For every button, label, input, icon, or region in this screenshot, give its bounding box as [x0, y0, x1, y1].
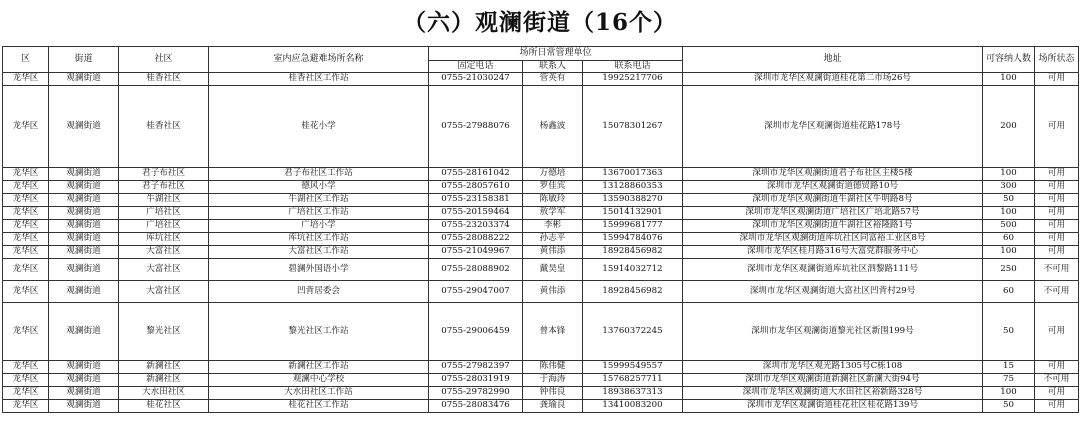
cell-fixed-phone: 0755-28161042 [429, 168, 523, 181]
cell-capacity: 300 [983, 181, 1035, 194]
cell-shelter-name: 牛湖社区工作站 [209, 194, 429, 207]
header-fixed-phone: 固定电话 [429, 61, 523, 73]
cell-shelter-name: 广培社区工作站 [209, 207, 429, 220]
cell-shelter-name: 黎光社区工作站 [209, 303, 429, 361]
cell-contact: 曾本锋 [523, 303, 583, 361]
cell-address: 深圳市龙华区观澜街道大水田社区裕新路328号 [683, 387, 983, 400]
cell-street: 观澜街道 [49, 387, 119, 400]
cell-address: 深圳市龙华区观澜街道桂花路178号 [683, 86, 983, 168]
header-management: 场所日常管理单位 [429, 47, 683, 61]
cell-shelter-name: 大富社区工作站 [209, 246, 429, 259]
cell-contact-phone: 15914032712 [583, 259, 683, 281]
cell-community: 大富社区 [119, 281, 209, 303]
cell-district: 龙华区 [3, 374, 49, 387]
cell-contact: 杨鑫波 [523, 86, 583, 168]
cell-fixed-phone: 0755-28057610 [429, 181, 523, 194]
cell-contact-phone: 19925217706 [583, 73, 683, 86]
cell-fixed-phone: 0755-23158381 [429, 194, 523, 207]
cell-contact: 孙志平 [523, 233, 583, 246]
cell-street: 观澜街道 [49, 246, 119, 259]
cell-contact: 钟伟良 [523, 387, 583, 400]
cell-capacity: 75 [983, 374, 1035, 387]
cell-district: 龙华区 [3, 303, 49, 361]
cell-status: 可用 [1035, 233, 1079, 246]
cell-address: 深圳市龙华区观澜街道库坑社区泗黎路111号 [683, 259, 983, 281]
cell-status: 可用 [1035, 181, 1079, 194]
cell-contact: 陈敏玲 [523, 194, 583, 207]
cell-contact: 黄伟添 [523, 246, 583, 259]
cell-contact-phone: 15078301267 [583, 86, 683, 168]
cell-status: 可用 [1035, 220, 1079, 233]
table-row [3, 259, 1079, 281]
cell-street: 观澜街道 [49, 73, 119, 86]
cell-fixed-phone: 0755-27988076 [429, 86, 523, 168]
cell-contact: 敖学军 [523, 207, 583, 220]
cell-address: 深圳市龙华区观光路1305号C栋108 [683, 361, 983, 374]
cell-address: 深圳市龙华区观澜街道大富社区凹背村29号 [683, 281, 983, 303]
cell-community: 大富社区 [119, 246, 209, 259]
cell-street: 观澜街道 [49, 281, 119, 303]
table-row [3, 220, 1079, 233]
table-row [3, 281, 1079, 303]
cell-capacity: 60 [983, 281, 1035, 303]
cell-status: 可用 [1035, 73, 1079, 86]
cell-district: 龙华区 [3, 73, 49, 86]
cell-capacity: 50 [983, 400, 1035, 413]
cell-address: 深圳市龙华区观澜街道黎光社区新围199号 [683, 303, 983, 361]
cell-shelter-name: 广培小学 [209, 220, 429, 233]
cell-district: 龙华区 [3, 259, 49, 281]
cell-address: 深圳市龙华区观澜街道广培社区广培北路57号 [683, 207, 983, 220]
cell-fixed-phone: 0755-21049967 [429, 246, 523, 259]
shelter-table [2, 46, 1079, 413]
cell-contact: 黄伟添 [523, 281, 583, 303]
table-row [3, 400, 1079, 413]
cell-street: 观澜街道 [49, 207, 119, 220]
cell-contact: 管英有 [523, 73, 583, 86]
table-row [3, 168, 1079, 181]
cell-address: 深圳市龙华区观澜街道库坑社区同富裕工业区8号 [683, 233, 983, 246]
cell-community: 新澜社区 [119, 374, 209, 387]
header-capacity: 可容纳人数 [983, 47, 1035, 73]
cell-status: 不可用 [1035, 374, 1079, 387]
cell-community: 黎光社区 [119, 303, 209, 361]
cell-fixed-phone: 0755-29006459 [429, 303, 523, 361]
table-row [3, 73, 1079, 86]
cell-district: 龙华区 [3, 168, 49, 181]
cell-district: 龙华区 [3, 400, 49, 413]
cell-capacity: 500 [983, 220, 1035, 233]
cell-contact: 万德培 [523, 168, 583, 181]
table-row [3, 303, 1079, 361]
cell-fixed-phone: 0755-28088902 [429, 259, 523, 281]
cell-address: 深圳市龙华区观澜街道新澜社区新澜大街94号 [683, 374, 983, 387]
cell-contact: 戴昊皇 [523, 259, 583, 281]
table-row [3, 374, 1079, 387]
cell-status: 可用 [1035, 303, 1079, 361]
cell-address: 深圳市龙华区观澜街道君子布社区主楼5楼 [683, 168, 983, 181]
cell-capacity: 100 [983, 207, 1035, 220]
cell-address: 深圳市龙华区观澜街道牛湖社区牛明路8号 [683, 194, 983, 207]
cell-street: 观澜街道 [49, 181, 119, 194]
table-row [3, 194, 1079, 207]
cell-address: 深圳市龙华区观澜街道桂花社区桂花路139号 [683, 400, 983, 413]
cell-district: 龙华区 [3, 86, 49, 168]
table-title: （六）观澜街道（16个） [402, 9, 677, 36]
table-row [3, 207, 1079, 220]
cell-capacity: 50 [983, 303, 1035, 361]
cell-street: 观澜街道 [49, 361, 119, 374]
cell-contact: 陈伟健 [523, 361, 583, 374]
cell-community: 广培社区 [119, 207, 209, 220]
cell-community: 库坑社区 [119, 233, 209, 246]
cell-district: 龙华区 [3, 194, 49, 207]
cell-contact-phone: 13760372245 [583, 303, 683, 361]
cell-status: 可用 [1035, 400, 1079, 413]
cell-shelter-name: 桂香社区工作站 [209, 73, 429, 86]
cell-street: 观澜街道 [49, 168, 119, 181]
cell-district: 龙华区 [3, 207, 49, 220]
cell-contact-phone: 15994784076 [583, 233, 683, 246]
table-row [3, 233, 1079, 246]
cell-status: 不可用 [1035, 281, 1079, 303]
cell-capacity: 100 [983, 168, 1035, 181]
table-body [3, 73, 1079, 413]
cell-status: 可用 [1035, 387, 1079, 400]
cell-community: 大富社区 [119, 259, 209, 281]
cell-district: 龙华区 [3, 387, 49, 400]
cell-fixed-phone: 0755-28083476 [429, 400, 523, 413]
cell-community: 桂香社区 [119, 86, 209, 168]
cell-contact-phone: 13128860353 [583, 181, 683, 194]
cell-fixed-phone: 0755-28031919 [429, 374, 523, 387]
cell-capacity: 60 [983, 233, 1035, 246]
cell-street: 观澜街道 [49, 233, 119, 246]
cell-status: 可用 [1035, 194, 1079, 207]
cell-street: 观澜街道 [49, 220, 119, 233]
table-row [3, 181, 1079, 194]
cell-contact-phone: 15014132901 [583, 207, 683, 220]
cell-capacity: 15 [983, 361, 1035, 374]
cell-shelter-name: 君子布社区工作站 [209, 168, 429, 181]
cell-fixed-phone: 0755-20159464 [429, 207, 523, 220]
cell-community: 新澜社区 [119, 361, 209, 374]
cell-contact-phone: 18928456982 [583, 281, 683, 303]
cell-status: 不可用 [1035, 259, 1079, 281]
cell-shelter-name: 新澜社区工作站 [209, 361, 429, 374]
cell-fixed-phone: 0755-29782990 [429, 387, 523, 400]
cell-district: 龙华区 [3, 233, 49, 246]
cell-community: 君子布社区 [119, 168, 209, 181]
header-shelter-name: 室内应急避难场所名称 [209, 47, 429, 73]
header-district: 区 [3, 47, 49, 73]
cell-street: 观澜街道 [49, 400, 119, 413]
cell-status: 可用 [1035, 168, 1079, 181]
cell-capacity: 200 [983, 86, 1035, 168]
cell-contact-phone: 13410083200 [583, 400, 683, 413]
cell-capacity: 100 [983, 73, 1035, 86]
header-community: 社区 [119, 47, 209, 73]
cell-fixed-phone: 0755-29047007 [429, 281, 523, 303]
table-row [3, 86, 1079, 168]
cell-contact-phone: 13590388270 [583, 194, 683, 207]
cell-status: 可用 [1035, 207, 1079, 220]
cell-contact: 龚瑜良 [523, 400, 583, 413]
table-row [3, 387, 1079, 400]
cell-district: 龙华区 [3, 220, 49, 233]
cell-district: 龙华区 [3, 361, 49, 374]
cell-status: 可用 [1035, 246, 1079, 259]
cell-address: 深圳市龙华区观澜街道德贸路10号 [683, 181, 983, 194]
cell-shelter-name: 桂花社区工作站 [209, 400, 429, 413]
cell-shelter-name: 碧澜外国语小学 [209, 259, 429, 281]
cell-street: 观澜街道 [49, 374, 119, 387]
cell-shelter-name: 德风小学 [209, 181, 429, 194]
cell-address: 深圳市龙华区观澜街道桂花第二市场26号 [683, 73, 983, 86]
cell-capacity: 50 [983, 194, 1035, 207]
cell-shelter-name: 凹背居委会 [209, 281, 429, 303]
cell-contact-phone: 18928456982 [583, 246, 683, 259]
cell-fixed-phone: 0755-23203374 [429, 220, 523, 233]
table-row [3, 361, 1079, 374]
cell-status: 可用 [1035, 361, 1079, 374]
cell-contact-phone: 18938637313 [583, 387, 683, 400]
cell-community: 桂香社区 [119, 73, 209, 86]
cell-street: 观澜街道 [49, 86, 119, 168]
cell-community: 广培社区 [119, 220, 209, 233]
cell-shelter-name: 桂花小学 [209, 86, 429, 168]
cell-fixed-phone: 0755-28088222 [429, 233, 523, 246]
cell-status: 可用 [1035, 86, 1079, 168]
table-row [3, 246, 1079, 259]
cell-address: 深圳市龙华区桂月路316号大富党群服务中心 [683, 246, 983, 259]
cell-street: 观澜街道 [49, 194, 119, 207]
cell-community: 牛湖社区 [119, 194, 209, 207]
cell-shelter-name: 观澜中心学校 [209, 374, 429, 387]
cell-street: 观澜街道 [49, 259, 119, 281]
cell-fixed-phone: 0755-27982397 [429, 361, 523, 374]
cell-district: 龙华区 [3, 246, 49, 259]
header-street: 街道 [49, 47, 119, 73]
cell-community: 大水田社区 [119, 387, 209, 400]
cell-district: 龙华区 [3, 281, 49, 303]
cell-shelter-name: 大水田社区工作站 [209, 387, 429, 400]
cell-capacity: 250 [983, 259, 1035, 281]
cell-contact-phone: 15999549557 [583, 361, 683, 374]
cell-contact-phone: 13670017363 [583, 168, 683, 181]
cell-capacity: 100 [983, 387, 1035, 400]
cell-contact: 罗佳宾 [523, 181, 583, 194]
header-contact-phone: 联系电话 [583, 61, 683, 73]
cell-street: 观澜街道 [49, 303, 119, 361]
cell-capacity: 100 [983, 246, 1035, 259]
cell-shelter-name: 库坑社区工作站 [209, 233, 429, 246]
cell-contact: 于海涛 [523, 374, 583, 387]
cell-community: 君子布社区 [119, 181, 209, 194]
header-contact: 联系人 [523, 61, 583, 73]
table-header [3, 47, 1079, 73]
header-status: 场所状态 [1035, 47, 1079, 73]
cell-contact: 李彬 [523, 220, 583, 233]
cell-address: 深圳市龙华区观澜街道牛湖社区裕隆路1号 [683, 220, 983, 233]
cell-community: 桂花社区 [119, 400, 209, 413]
cell-contact-phone: 15999681777 [583, 220, 683, 233]
cell-fixed-phone: 0755-21030247 [429, 73, 523, 86]
header-address: 地址 [683, 47, 983, 73]
cell-district: 龙华区 [3, 181, 49, 194]
cell-contact-phone: 15768257711 [583, 374, 683, 387]
